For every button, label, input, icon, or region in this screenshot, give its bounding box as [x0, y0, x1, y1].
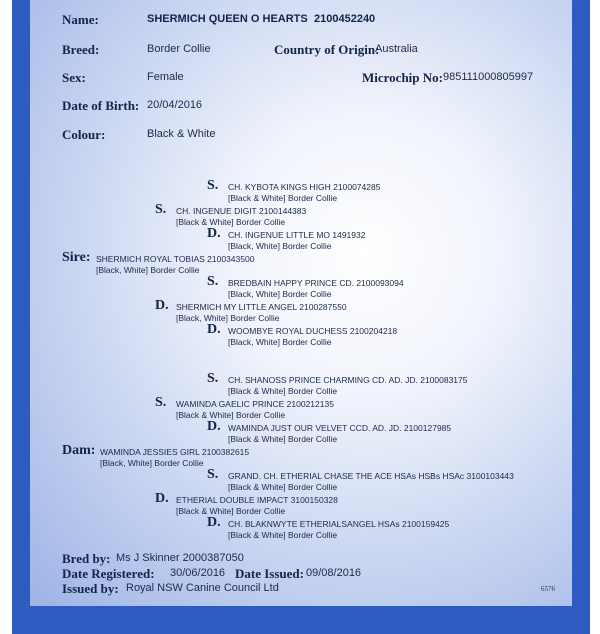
- dss-marker: S.: [207, 371, 219, 386]
- form-code: 6576: [541, 585, 555, 593]
- sdd-marker: D.: [207, 322, 221, 337]
- bred-by-value: Ms J Skinner 2000387050: [116, 552, 244, 564]
- sire-sire-dam-desc: [Black, White] Border Collie: [228, 241, 332, 251]
- date-registered-value: 30/06/2016: [170, 567, 226, 579]
- sss-marker: S.: [207, 178, 219, 193]
- sire-dam-sire-name: BREDBAIN HAPPY PRINCE CD. 2100093094: [228, 278, 404, 288]
- dam-dam-dam-name: CH. BLAKNWYTE ETHERIALSANGEL HSAs 2100159425: [228, 519, 450, 529]
- dam-sire-name: WAMINDA GAELIC PRINCE 2100212135: [176, 399, 334, 409]
- dd-marker: D.: [155, 491, 169, 506]
- breed-label: Breed:: [62, 42, 100, 57]
- name-value: SHERMICH QUEEN O HEARTS: [147, 13, 308, 25]
- sd-marker: D.: [155, 298, 169, 313]
- sex-label: Sex:: [62, 70, 86, 85]
- sire-label: Sire:: [62, 250, 91, 265]
- sex-value: Female: [147, 71, 184, 83]
- dam-sire-sire-name: CH. SHANOSS PRINCE CHARMING CD. AD. JD. 2100083175: [228, 375, 468, 385]
- dds-marker: S.: [207, 467, 219, 482]
- breed-value: Border Collie: [147, 43, 211, 55]
- issued-by-value: Royal NSW Canine Council Ltd: [126, 582, 279, 594]
- sire-dam-dam-desc: [Black, White] Border Collie: [228, 337, 332, 347]
- dsd-marker: D.: [207, 419, 221, 434]
- date-of-birth-value: 20/04/2016: [147, 99, 203, 111]
- sire-sire-dam-name: CH. INGENUE LITTLE MO 1491932: [228, 230, 366, 240]
- dam-sire-dam-name: WAMINDA JUST OUR VELVET CCD. AD. JD. 2100127985: [228, 423, 452, 433]
- ssd-marker: D.: [207, 226, 221, 241]
- country-of-origin-value: Australia: [375, 43, 418, 55]
- sire-dam-dam-name: WOOMBYE ROYAL DUCHESS 2100204218: [228, 326, 398, 336]
- country-of-origin-label: Country of Origin:: [274, 42, 380, 57]
- colour-value: Black & White: [147, 128, 216, 140]
- sire-dam-desc: [Black, White] Border Collie: [176, 313, 280, 323]
- dam-sire-sire-desc: [Black & White] Border Collie: [228, 386, 338, 396]
- dam-name: WAMINDA JESSIES GIRL 2100382615: [100, 447, 250, 457]
- date-issued-value: 09/08/2016: [306, 567, 362, 579]
- dam-sire-desc: [Black & White] Border Collie: [176, 410, 286, 420]
- microchip-value: 985111000805997: [443, 71, 534, 83]
- issued-by-label: Issued by:: [62, 581, 119, 596]
- bred-by-label: Bred by:: [62, 551, 111, 566]
- dam-dam-desc: [Black & White] Border Collie: [176, 506, 286, 516]
- dam-label: Dam:: [62, 443, 96, 458]
- sire-sire-name: CH. INGENUE DIGIT 2100144383: [176, 206, 307, 216]
- sire-dam-sire-desc: [Black, White] Border Collie: [228, 289, 332, 299]
- sire-name: SHERMICH ROYAL TOBIAS 2100343500: [96, 254, 255, 264]
- ss-marker: S.: [155, 202, 167, 217]
- date-registered-label: Date Registered:: [62, 566, 155, 581]
- dam-dam-sire-name: GRAND. CH. ETHERIAL CHASE THE ACE HSAs HSBs HSAc 3100103443: [228, 471, 514, 481]
- ddd-marker: D.: [207, 515, 221, 530]
- colour-label: Colour:: [62, 127, 106, 142]
- registration-number: 2100452240: [314, 13, 376, 25]
- microchip-label: Microchip No:: [362, 70, 443, 85]
- dam-desc: [Black, White] Border Collie: [100, 458, 204, 468]
- ds-marker: S.: [155, 395, 167, 410]
- date-of-birth-label: Date of Birth:: [62, 98, 140, 113]
- dam-dam-sire-desc: [Black & White] Border Collie: [228, 482, 338, 492]
- sire-sire-sire-name: CH. KYBOTA KINGS HIGH 2100074285: [228, 182, 381, 192]
- sds-marker: S.: [207, 274, 219, 289]
- sire-desc: [Black, White] Border Collie: [96, 265, 200, 275]
- name-label: Name:: [62, 12, 99, 27]
- sire-sire-sire-desc: [Black & White] Border Collie: [228, 193, 338, 203]
- dam-dam-name: ETHERIAL DOUBLE IMPACT 3100150328: [176, 495, 338, 505]
- date-issued-label: Date Issued:: [235, 566, 304, 581]
- sire-sire-desc: [Black & White] Border Collie: [176, 217, 286, 227]
- dam-sire-dam-desc: [Black & White] Border Collie: [228, 434, 338, 444]
- sire-dam-name: SHERMICH MY LITTLE ANGEL 2100287550: [176, 302, 347, 312]
- dam-dam-dam-desc: [Black & White] Border Collie: [228, 530, 338, 540]
